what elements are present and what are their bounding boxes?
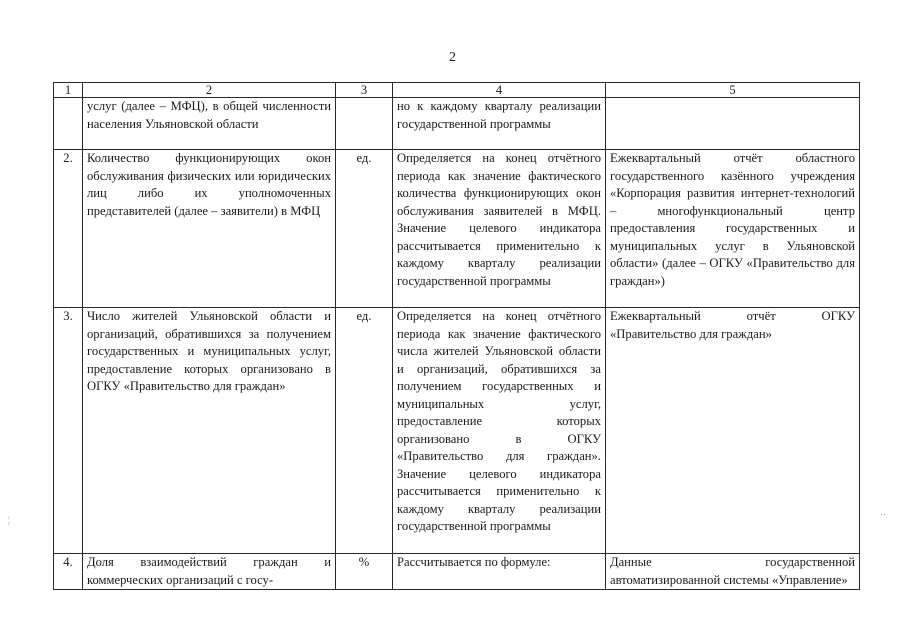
- indicator-name: Количество функционирующих окон обслуживания физических или юридических лиц либо их уполномоченных представителей (далее – заявители) в МФЦ: [83, 150, 336, 308]
- calculation-method: Рассчитывается по формуле:: [393, 554, 606, 590]
- table-row: [54, 308, 860, 554]
- unit-cell: %: [336, 554, 393, 590]
- row-number: 2.: [54, 150, 83, 308]
- header-cell-5: 5: [606, 83, 860, 98]
- indicator-name: Число жителей Ульяновской области и организаций, обратившихся за получением государственных и муниципальных услуг, предоставление которых организовано в ОГКУ «Правительство для граждан»: [83, 308, 336, 554]
- header-cell-3: 3: [336, 83, 393, 98]
- indicator-name: услуг (далее – МФЦ), в общей численности населения Ульяновской области: [83, 98, 336, 150]
- scan-artifact: ‥: [880, 507, 887, 517]
- indicator-name: Доля взаимодействий граждан и коммерческих организаций с госу-: [83, 554, 336, 590]
- table-row: [54, 554, 860, 590]
- row-number: 3.: [54, 308, 83, 554]
- table-header-row: [54, 83, 860, 98]
- calculation-method: Определяется на конец отчётного периода как значение фактического числа жителей Ульяновской области и организаций, обратившихся за получением государственных и муниципальных услуг, предоставление которых организовано в ОГКУ «Правительство для граждан». Значение целевого индикатора рассчитывается применительно к каждому кварталу реализации государственной программы: [393, 308, 606, 554]
- unit-cell: ед.: [336, 308, 393, 554]
- data-source: Ежеквартальный отчёт ОГКУ «Правительство для граждан»: [606, 308, 860, 554]
- page-number: 2: [449, 50, 456, 65]
- scan-artifact: ¦: [8, 515, 10, 525]
- row-number: 4.: [54, 554, 83, 590]
- row-number: [54, 98, 83, 150]
- calculation-method: Определяется на конец отчётного периода как значение фактического количества функционирующих окон обслуживания заявителей в МФЦ. Значение целевого индикатора рассчитывается применительно к каждому кварталу реализации государственной программы: [393, 150, 606, 308]
- unit-cell: ед.: [336, 150, 393, 308]
- table-row: [54, 98, 860, 150]
- header-cell-2: 2: [83, 83, 336, 98]
- calculation-method: но к каждому кварталу реализации государственной программы: [393, 98, 606, 150]
- data-source: [606, 98, 860, 150]
- data-source: Данные государственной автоматизированной системы «Управление»: [606, 554, 860, 590]
- header-cell-4: 4: [393, 83, 606, 98]
- indicator-table: [53, 82, 860, 590]
- unit-cell: [336, 98, 393, 150]
- table-row: [54, 150, 860, 308]
- header-cell-1: 1: [54, 83, 83, 98]
- data-source: Ежеквартальный отчёт областного государственного казённого учреждения «Корпорация развития интернет-технологий – многофункциональный центр предоставления государственных и муниципальных услуг в Ульяновской области» (далее – ОГКУ «Правительство для граждан»): [606, 150, 860, 308]
